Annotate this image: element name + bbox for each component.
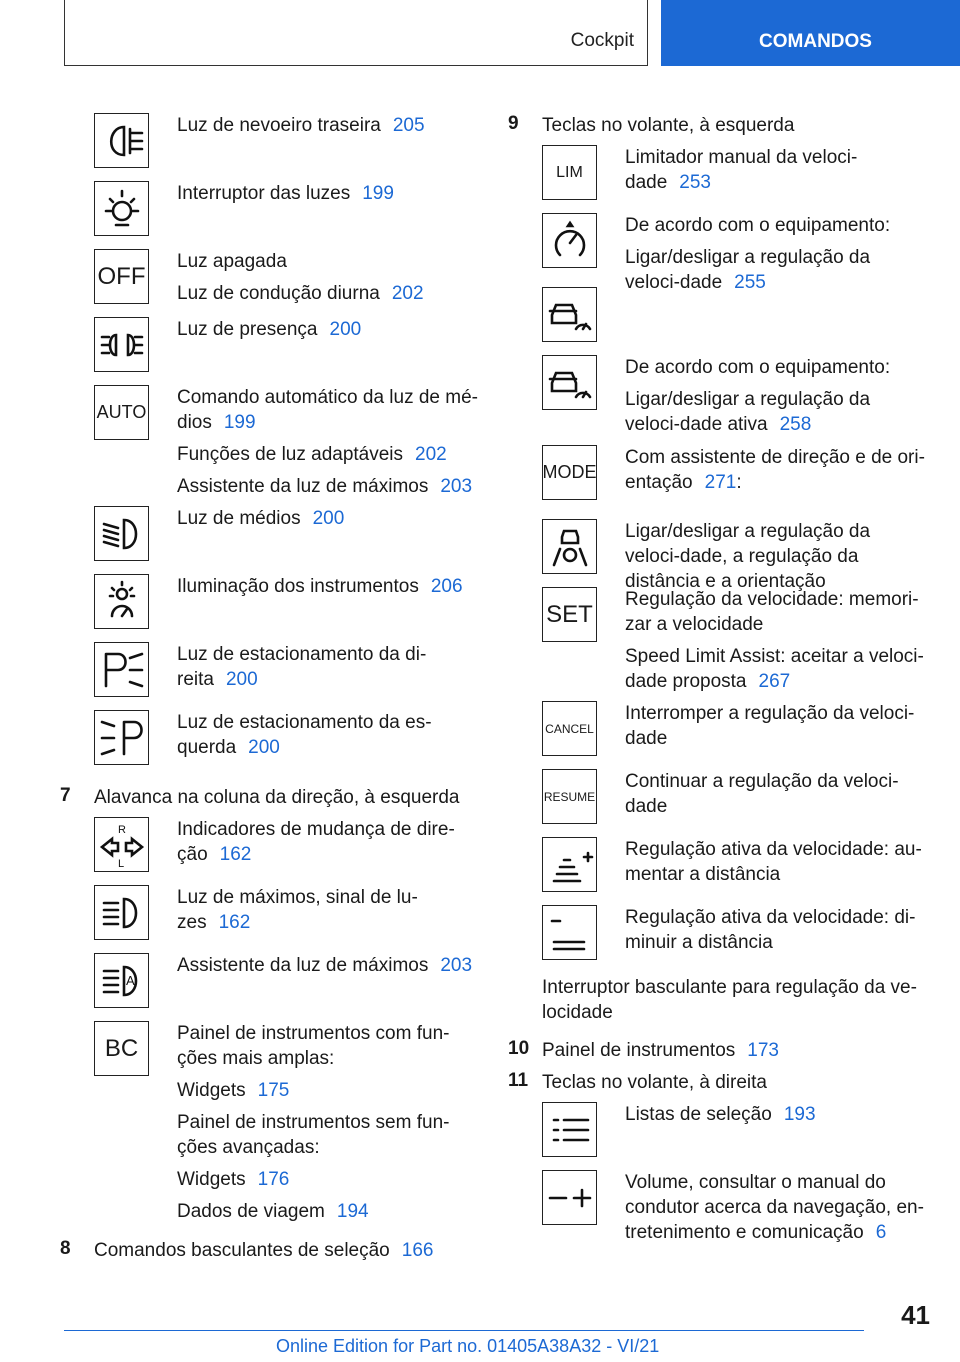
entry-text: Ligar/desligar a regulação da veloci-dade: [625, 247, 871, 293]
acc-active-icon-glyph: [546, 359, 594, 407]
entry-line: [625, 355, 928, 380]
item-number: 11: [508, 1070, 529, 1091]
acc-icon-glyph: [546, 291, 594, 339]
low-beam-icon: [94, 506, 149, 561]
entry-text: Painel de instrumentos com fun-ções mais amplas:: [177, 1023, 450, 1069]
cancel-icon-label: CANCEL: [545, 721, 594, 736]
entry-description: [625, 701, 928, 758]
cruise-icon: [542, 213, 597, 268]
entry-line: [177, 1110, 480, 1160]
item-number: 9: [508, 113, 519, 134]
page-ref-link[interactable]: 205: [392, 115, 425, 136]
turn-signal-icon: [94, 817, 149, 872]
off-icon-label: OFF: [97, 262, 146, 290]
item-title: [94, 1238, 480, 1263]
entry-description: [177, 113, 480, 145]
entry-text: Dados de viagem: [177, 1201, 325, 1222]
entry-line: [177, 1199, 480, 1224]
bc-icon: [94, 1021, 149, 1076]
entry-description: [625, 1102, 928, 1134]
page-ref-link[interactable]: 194: [336, 1201, 369, 1222]
park-right-icon-glyph: [98, 646, 146, 694]
light-switch-icon: [94, 181, 149, 236]
page-ref-link[interactable]: 173: [747, 1040, 779, 1061]
entry-text: Luz de presença: [177, 319, 318, 340]
page-ref-link[interactable]: 253: [679, 172, 711, 193]
instrument-light-icon-glyph: [98, 578, 146, 626]
entry-text: Speed Limit Assist: aceitar a veloci-dade proposta: [625, 646, 924, 692]
high-beam-assist-icon: [94, 953, 149, 1008]
entry-text: Assistente da luz de máximos: [177, 955, 429, 976]
entry-description: [177, 181, 480, 213]
entry-line: [625, 701, 928, 751]
entry-line: [177, 710, 480, 760]
turn-signal-icon-glyph: [98, 821, 146, 869]
header-left-frame: [64, 0, 648, 66]
high-beam-icon: [94, 885, 149, 940]
item-title: [542, 113, 928, 138]
parking-light-icon: [94, 317, 149, 372]
entry-text: De acordo com o equipamento:: [625, 357, 891, 378]
entry-line: [625, 644, 928, 694]
page-ref-link[interactable]: 176: [257, 1169, 290, 1190]
entry-line: [625, 445, 928, 495]
entry-description: [625, 213, 928, 302]
entry-line: [625, 1170, 928, 1245]
entry-line: [625, 1102, 928, 1127]
entry-line: [625, 837, 928, 887]
entry-text: Limitador manual da veloci-dade: [625, 147, 858, 193]
footer-edition: Online Edition for Part no. 01405A38A32 - VI/21: [276, 1336, 660, 1356]
item-title-text: Alavanca na coluna da direção, à esquerda: [94, 787, 460, 808]
entry-description: [177, 817, 480, 874]
entry-description: [625, 355, 928, 444]
page-ref-link[interactable]: 200: [329, 319, 362, 340]
entry-description: [177, 249, 480, 313]
entry-text: Luz de condução diurna: [177, 283, 380, 304]
entry-text: Listas de seleção: [625, 1104, 772, 1125]
entry-text: Com assistente de direção e de ori-entação: [625, 447, 925, 493]
footer-divider: [64, 1330, 864, 1331]
entry-text: Luz de estacionamento da es-querda: [177, 712, 432, 758]
light-switch-icon-glyph: [98, 185, 146, 233]
svg-text:L: L: [117, 857, 124, 869]
entry-description: [625, 145, 928, 202]
off-icon: [94, 249, 149, 304]
entry-line: [177, 574, 480, 599]
item-number: 7: [60, 785, 71, 806]
distance-plus-icon-glyph: [546, 841, 594, 889]
park-left-icon: [94, 710, 149, 765]
list-icon: [542, 1102, 597, 1157]
entry-line: [177, 506, 480, 531]
item-title: [542, 1038, 928, 1063]
acc-active-icon: [542, 355, 597, 410]
distance-plus-icon: [542, 837, 597, 892]
entry-line: [177, 642, 480, 692]
entry-text: De acordo com o equipamento:: [625, 215, 891, 236]
page-ref-link[interactable]: 200: [312, 508, 345, 529]
entry-description: [177, 642, 480, 699]
page-ref-link[interactable]: 255: [734, 272, 766, 293]
page-ref-link[interactable]: 203: [440, 476, 473, 497]
entry-line: [625, 905, 928, 955]
entry-text: Luz de estacionamento da di-reita: [177, 644, 427, 690]
bc-icon-label: BC: [104, 1034, 139, 1062]
entry-text: Comando automático da luz de mé-dios: [177, 387, 478, 433]
auto-icon-label: AUTO: [96, 402, 147, 422]
entry-description: [177, 317, 480, 349]
entry-description: [625, 769, 928, 826]
high-beam-icon-glyph: [98, 889, 146, 937]
entry-line: [177, 1078, 480, 1103]
entry-line: [625, 587, 928, 637]
item-title: [542, 1070, 928, 1095]
low-beam-icon-glyph: [98, 510, 146, 558]
entry-text: Iluminação dos instrumentos: [177, 576, 419, 597]
steering-assist-icon: [542, 519, 597, 574]
entry-line: [177, 474, 480, 499]
distance-minus-icon-glyph: [546, 909, 594, 957]
entry-text: Luz apagada: [177, 251, 287, 272]
entry-text: Luz de máximos, sinal de lu-zes: [177, 887, 418, 933]
svg-text:R: R: [117, 823, 126, 836]
entry-description: [625, 1170, 928, 1252]
entry-line: [625, 387, 928, 437]
item-title: [94, 785, 480, 810]
entry-description: [177, 710, 480, 767]
entry-text: Interromper a regulação da veloci-dade: [625, 703, 915, 749]
distance-minus-icon: [542, 905, 597, 960]
entry-line: [177, 953, 480, 978]
high-beam-assist-icon-glyph: [98, 957, 146, 1005]
entry-line: [177, 817, 480, 867]
set-icon: [542, 587, 597, 642]
entry-line: [625, 769, 928, 819]
entry-description: [177, 506, 480, 538]
rear-fog-icon: [94, 113, 149, 168]
entry-text: Ligar/desligar a regulação da veloci-dade ativa: [625, 389, 871, 435]
page-ref-link[interactable]: 162: [219, 844, 252, 865]
entry-line: [177, 317, 480, 342]
page-ref-link[interactable]: 271: [704, 472, 737, 493]
page-number: 41: [901, 1300, 930, 1330]
entry-line: [177, 113, 480, 138]
entry-line: [625, 213, 928, 238]
entry-line: [625, 245, 928, 295]
entry-text: Continuar a regulação da veloci-dade: [625, 771, 899, 817]
volume-icon: [542, 1170, 597, 1225]
set-icon-label: SET: [546, 600, 593, 628]
entry-line: [177, 181, 480, 206]
entry-description: [177, 885, 480, 942]
page-ref-link[interactable]: 258: [779, 414, 812, 435]
entry-text: Volume, consultar o manual do condutor acerca da navegação, en-tretenimento e comunicação: [625, 1172, 924, 1243]
page-ref-link[interactable]: 202: [415, 444, 447, 465]
acc-icon: [542, 287, 597, 342]
page-ref-link[interactable]: 199: [223, 412, 256, 433]
entry-text: Painel de instrumentos sem fun-ções avançadas:: [177, 1112, 450, 1158]
entry-text: Widgets: [177, 1080, 246, 1101]
volume-icon-glyph: [546, 1174, 594, 1222]
lim-icon-label: LIM: [556, 163, 583, 181]
page-ref-link[interactable]: 202: [391, 283, 424, 304]
svg-text:A: A: [125, 972, 135, 988]
item-title-text: Teclas no volante, à direita: [542, 1072, 767, 1093]
entry-line: [177, 1021, 480, 1071]
entry-text: Regulação da velocidade: memori-zar a velocidade: [625, 589, 919, 635]
entry-line: [625, 145, 928, 195]
cruise-icon-glyph: [546, 217, 594, 265]
resume-icon: [542, 769, 597, 824]
item-number: 10: [508, 1038, 530, 1059]
cancel-icon: [542, 701, 597, 756]
entry-text: Luz de nevoeiro traseira: [177, 115, 381, 136]
rocker-switch-note: Interruptor basculante para regulação da ve-locidade: [542, 977, 917, 1023]
page-ref-link[interactable]: 162: [218, 912, 251, 933]
item-title-text: Painel de instrumentos: [542, 1040, 736, 1061]
entry-text: Ligar/desligar a regulação da veloci-dade, a regulação da distância e a orientação: [625, 521, 871, 592]
entry-text: Luz de médios: [177, 508, 301, 529]
item-number: 8: [60, 1238, 71, 1259]
entry-line: [177, 249, 480, 274]
list-icon-glyph: [546, 1106, 594, 1154]
page-ref-link[interactable]: 200: [225, 669, 258, 690]
header-chapter-tab[interactable]: COMANDOS: [661, 0, 960, 66]
entry-text: Indicadores de mudança de dire-ção: [177, 819, 455, 865]
resume-icon-label: RESUME: [543, 789, 596, 804]
page-ref-link[interactable]: 193: [783, 1104, 816, 1125]
page-ref-link[interactable]: 166: [401, 1240, 434, 1261]
lim-icon: [542, 145, 597, 200]
entry-line: [177, 885, 480, 935]
mode-icon-label: MODE: [542, 462, 597, 482]
rear-fog-icon-glyph: [98, 117, 146, 165]
page-ref-link[interactable]: 199: [362, 183, 394, 204]
page-ref-link[interactable]: 175: [257, 1080, 290, 1101]
entry-text: Interruptor das luzes: [177, 183, 351, 204]
item-title-text: Teclas no volante, à esquerda: [542, 115, 795, 136]
entry-text: Regulação ativa da velocidade: di-minuir a distância: [625, 907, 916, 953]
entry-text: Assistente da luz de máximos: [177, 476, 429, 497]
header-section: Cockpit: [570, 30, 634, 51]
entry-text: Regulação ativa da velocidade: au-mentar a distância: [625, 839, 922, 885]
steering-assist-icon-glyph: [546, 523, 594, 571]
entry-line: [177, 1167, 480, 1192]
entry-line: [177, 281, 480, 306]
instrument-light-icon: [94, 574, 149, 629]
parking-light-icon-glyph: [98, 321, 146, 369]
line-suffix: :: [736, 472, 742, 493]
page-ref-link[interactable]: 200: [248, 737, 280, 758]
page-ref-link[interactable]: 206: [430, 576, 463, 597]
entry-line: [625, 519, 928, 594]
entry-description: [625, 905, 928, 962]
entry-line: [177, 442, 480, 467]
entry-text: Funções de luz adaptáveis: [177, 444, 404, 465]
entry-description: [625, 587, 928, 701]
entry-description: [177, 1021, 480, 1231]
entry-line: [177, 385, 480, 435]
auto-icon: [94, 385, 149, 440]
park-left-icon-glyph: [98, 714, 146, 762]
entry-description: [625, 445, 928, 502]
entry-text: Widgets: [177, 1169, 246, 1190]
entry-description: [177, 574, 480, 606]
page-ref-link[interactable]: 6: [875, 1222, 887, 1243]
entry-description: [177, 953, 480, 985]
item-title-text: Comandos basculantes de seleção: [94, 1240, 390, 1261]
park-right-icon: [94, 642, 149, 697]
mode-icon: [542, 445, 597, 500]
entry-description: [625, 837, 928, 894]
page-ref-link[interactable]: 203: [440, 955, 473, 976]
entry-description: [177, 385, 480, 506]
page-ref-link[interactable]: 267: [758, 671, 791, 692]
